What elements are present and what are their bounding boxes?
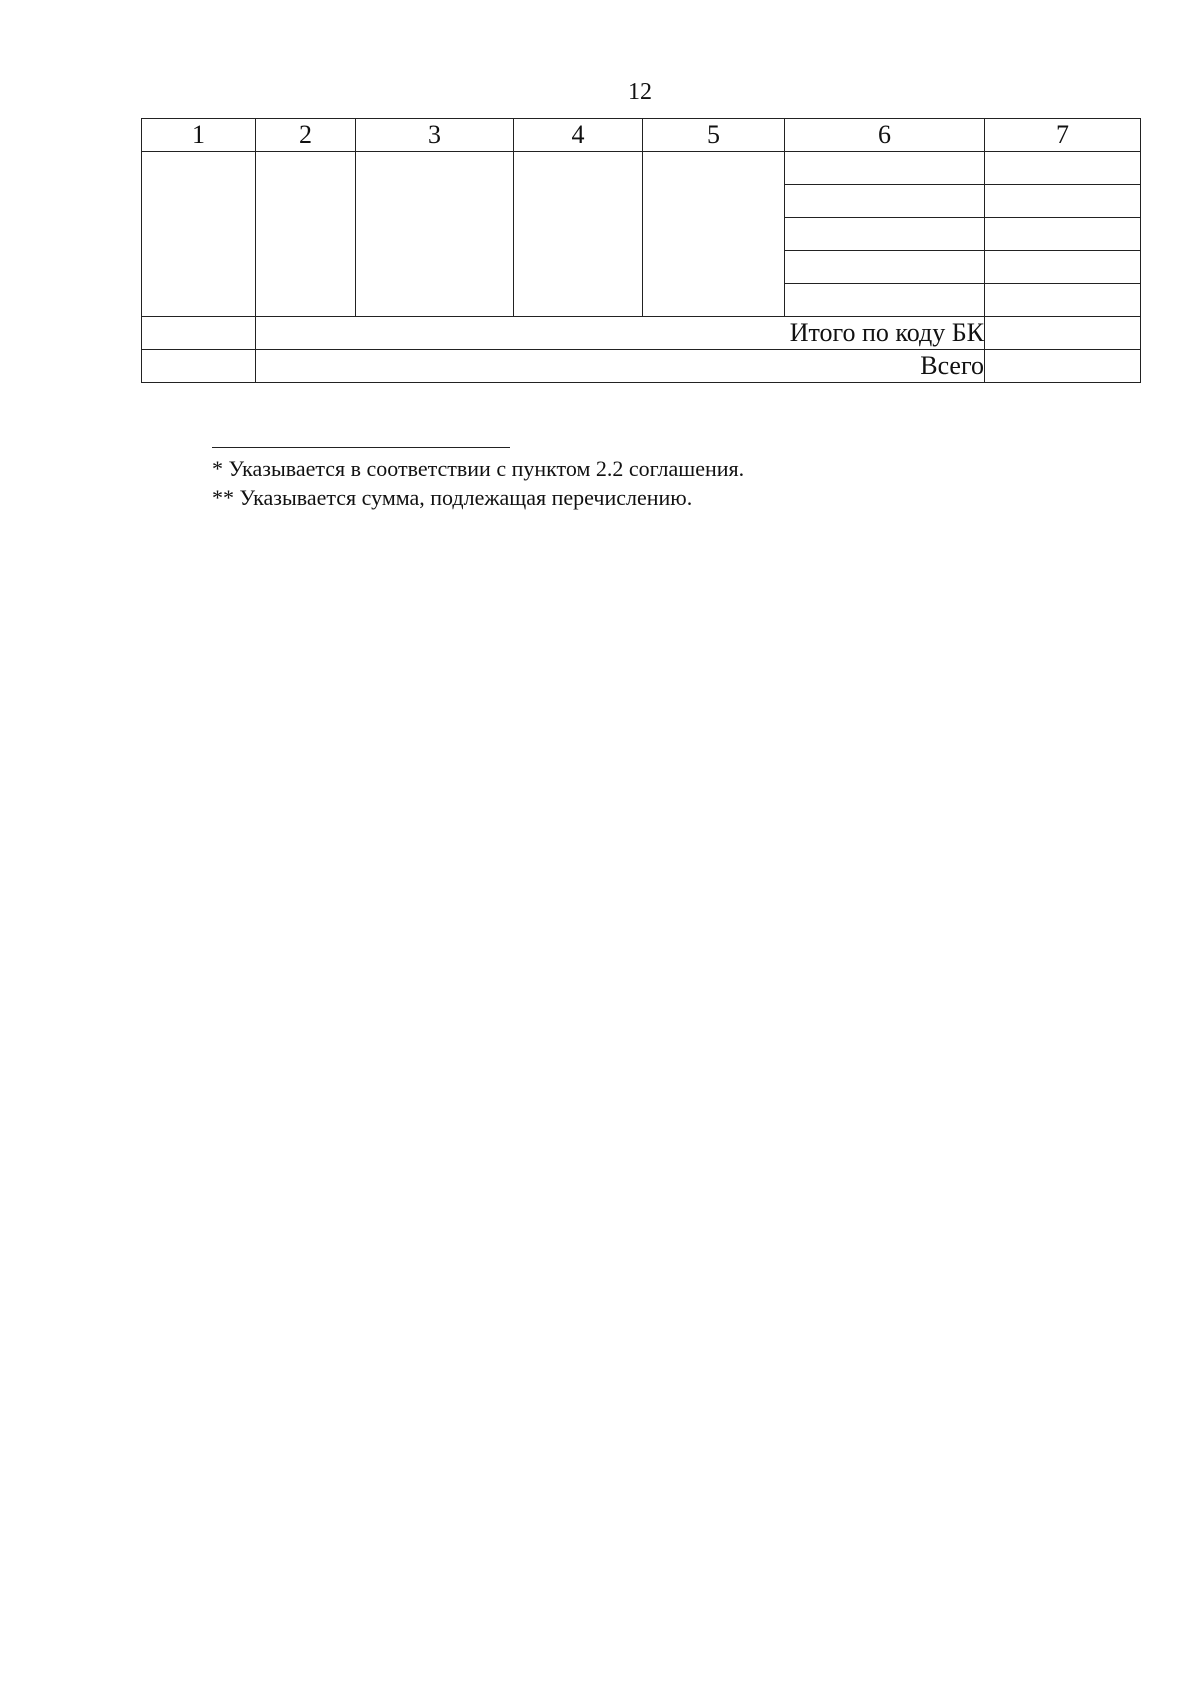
page-number: 12 — [628, 79, 652, 105]
merged-cell-col-2 — [256, 152, 356, 317]
footnote-item: * Указывается в соответствии с пунктом 2.2 соглашения. — [212, 456, 745, 481]
grand-total-label: Всего — [256, 350, 985, 383]
empty-cell-col-7 — [985, 152, 1141, 185]
empty-cell-col-1 — [142, 350, 256, 383]
merged-cell-col-1 — [142, 152, 256, 317]
column-number-cell: 6 — [785, 119, 985, 152]
total-by-code-value — [985, 317, 1141, 350]
grand-total-value — [985, 350, 1141, 383]
merged-cell-col-3 — [356, 152, 514, 317]
column-number-cell: 1 — [142, 119, 256, 152]
merged-cell-col-4 — [514, 152, 643, 317]
total-by-code-label: Итого по коду БК — [256, 317, 985, 350]
empty-cell-col-6 — [785, 251, 985, 284]
empty-cell-col-6 — [785, 284, 985, 317]
empty-cell-col-6 — [785, 185, 985, 218]
column-number-cell: 3 — [356, 119, 514, 152]
empty-cell-col-7 — [985, 185, 1141, 218]
empty-cell-col-7 — [985, 251, 1141, 284]
grand-total-row — [142, 350, 1141, 383]
footnotes — [212, 454, 1112, 512]
total-by-code-row — [142, 317, 1141, 350]
column-number-row — [142, 119, 1141, 152]
footnote-separator — [212, 447, 510, 448]
empty-cell-col-1 — [142, 317, 256, 350]
column-number-cell: 7 — [985, 119, 1141, 152]
empty-cell-col-6 — [785, 218, 985, 251]
table-row — [142, 152, 1141, 185]
column-number-cell: 4 — [514, 119, 643, 152]
merged-cell-col-5 — [643, 152, 785, 317]
footnote-item: ** Указывается сумма, подлежащая перечислению. — [212, 485, 693, 510]
empty-cell-col-7 — [985, 284, 1141, 317]
column-number-cell: 2 — [256, 119, 356, 152]
column-number-cell: 5 — [643, 119, 785, 152]
empty-cell-col-7 — [985, 218, 1141, 251]
payment-table — [141, 118, 1141, 383]
empty-cell-col-6 — [785, 152, 985, 185]
